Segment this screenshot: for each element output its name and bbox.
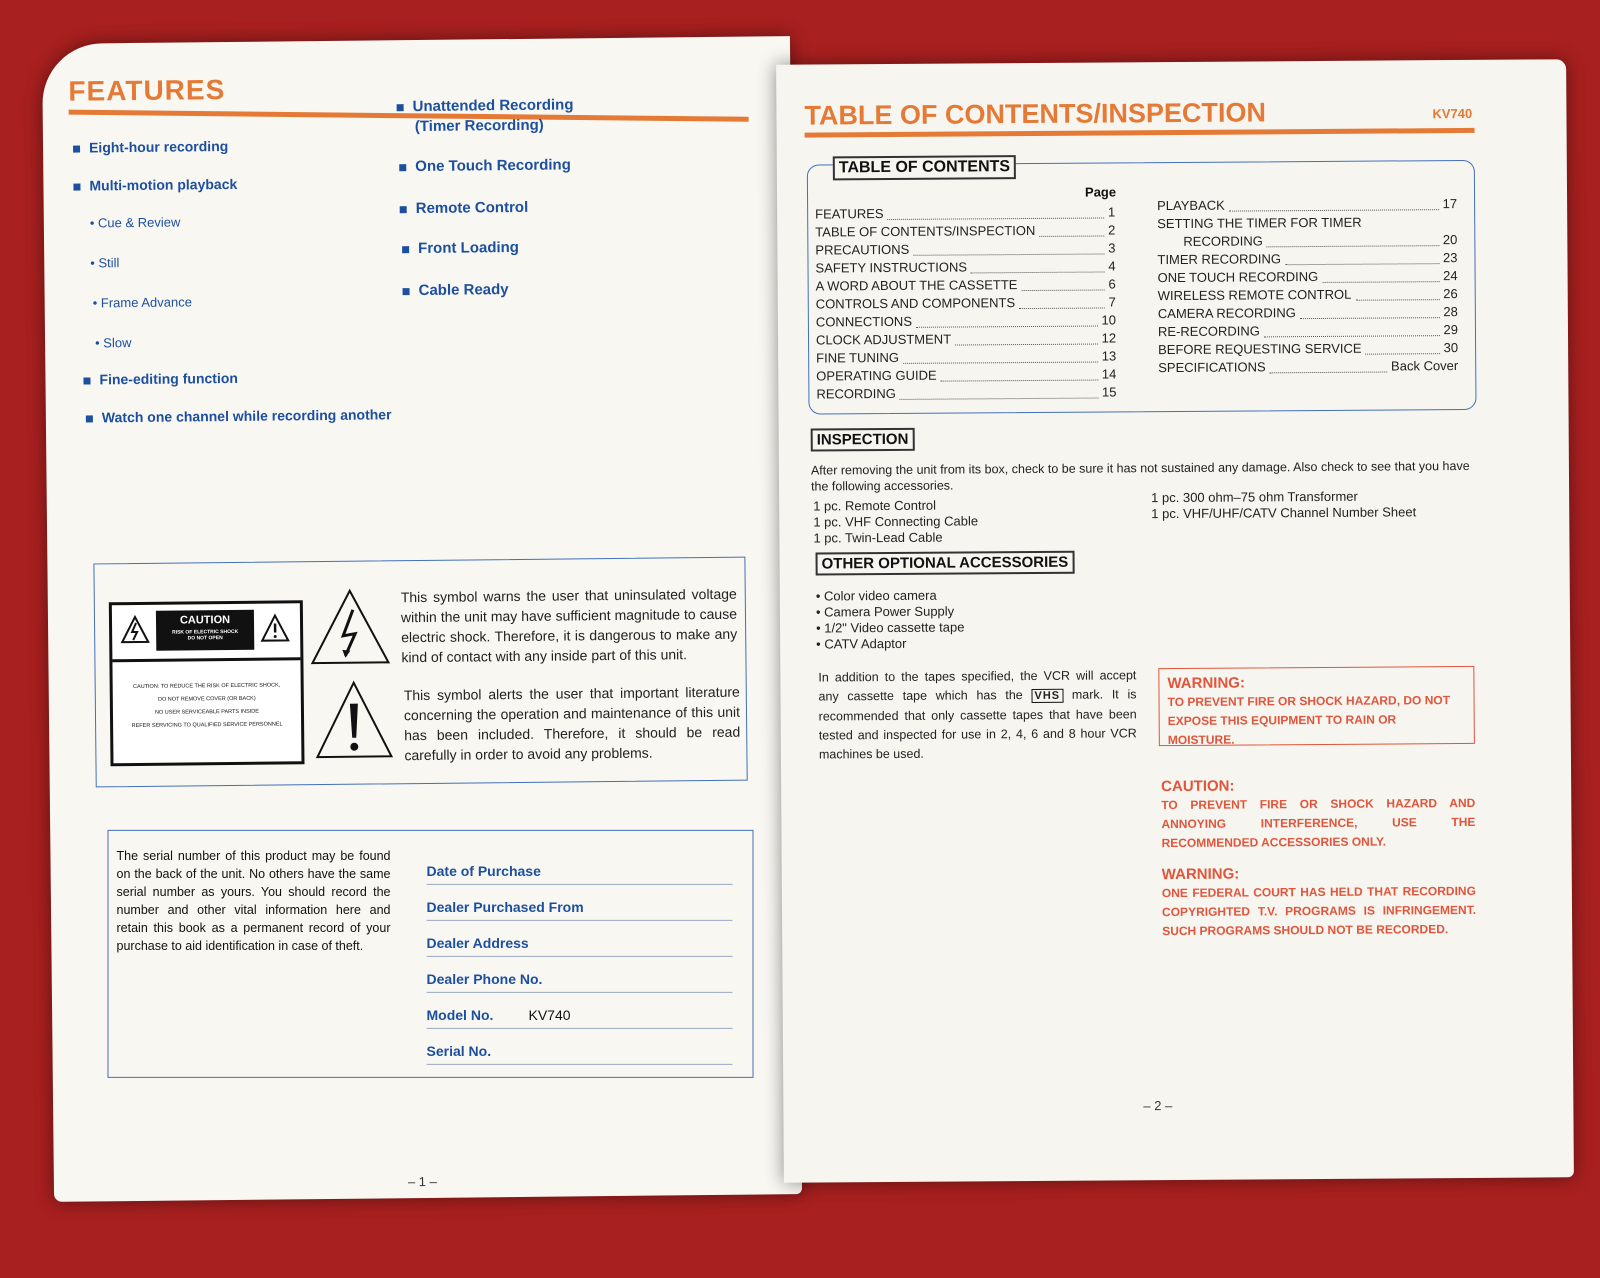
model-number-line <box>427 1027 733 1029</box>
toc-entry-page: 13 <box>1101 348 1117 364</box>
warning-copyright-text: ONE FEDERAL COURT HAS HELD THAT RECORDING COPYRIGHTED T.V. PROGRAMS IS INFRINGEMENT. SUCH PROGRAMS SHOULD NOT BE RECORDED. <box>1161 883 1477 939</box>
toc-entry-page: 20 <box>1442 232 1458 248</box>
toc-entry-page: 17 <box>1442 196 1458 212</box>
feature-item: Front Loading <box>402 239 519 257</box>
vhs-logo: VHS <box>1031 689 1063 703</box>
square-bullet-icon <box>400 206 407 213</box>
serial-number-label: Serial No. <box>426 1042 492 1059</box>
page-number: – 1 – <box>407 1173 437 1190</box>
toc-entry-title: A WORD ABOUT THE CASSETTE <box>815 277 1018 294</box>
toc-entry-page: 6 <box>1108 276 1116 292</box>
feature-item: Remote Control <box>400 199 529 217</box>
toc-entry-title: SETTING THE TIMER FOR TIMER <box>1157 214 1362 232</box>
toc-entry <box>816 294 1116 314</box>
toc-entry-title: OPERATING GUIDE <box>816 367 937 384</box>
accessory-item: 1 pc. Twin-Lead Cable <box>813 529 943 546</box>
accessories-list-left <box>813 497 978 546</box>
feature-item: Cable Ready <box>402 281 508 299</box>
left-page <box>42 36 802 1202</box>
toc-leader-dots <box>1355 286 1439 301</box>
caution-accessories-text: TO PREVENT FIRE OR SHOCK HAZARD AND ANNOYING INTERFERENCE, USE THE RECOMMENDED ACCESSORIES ONLY. <box>1161 795 1476 851</box>
toc-entry-title: ONE TOUCH RECORDING <box>1157 268 1319 286</box>
toc-entry-page: 4 <box>1108 258 1116 274</box>
caution-label-line: DO NOT REMOVE COVER (OR BACK) <box>157 695 256 703</box>
toc-heading: TABLE OF CONTENTS/INSPECTION <box>804 97 1267 131</box>
toc-entry <box>1158 304 1458 324</box>
toc-leader-dots <box>1366 340 1440 355</box>
toc-entry-title: TABLE OF CONTENTS/INSPECTION <box>815 222 1036 240</box>
optional-accessory-item: • CATV Adaptor <box>816 635 907 652</box>
date-of-purchase-line <box>427 883 733 885</box>
toc-leader-dots <box>1267 232 1439 247</box>
toc-page-header: Page <box>1084 184 1117 200</box>
caution-label-title: CAUTION <box>179 614 231 627</box>
lightning-warning-icon <box>120 615 150 645</box>
toc-entry <box>816 330 1116 350</box>
toc-entry-title: PLAYBACK <box>1157 197 1225 214</box>
toc-leader-dots <box>887 204 1103 220</box>
toc-entry <box>815 222 1115 242</box>
optional-accessory-item: • Camera Power Supply <box>815 603 955 620</box>
toc-entry <box>816 348 1116 368</box>
toc-entry <box>816 312 1116 332</box>
caution-accessories-title: CAUTION: <box>1161 777 1235 796</box>
warning-copyright-title: WARNING: <box>1161 865 1240 884</box>
toc-entry-title: SAFETY INSTRUCTIONS <box>815 259 968 276</box>
toc-right-column <box>1157 196 1458 378</box>
toc-entry <box>1158 286 1458 306</box>
toc-leader-dots <box>903 349 1098 364</box>
accessories-list-right <box>1151 488 1416 522</box>
toc-entry-page: 28 <box>1443 304 1458 320</box>
toc-entry <box>815 240 1115 260</box>
model-tag: KV740 <box>1432 105 1473 122</box>
toc-entry <box>1157 232 1457 252</box>
caution-label-sub2: DO NOT OPEN <box>187 635 223 642</box>
serial-number-note: The serial number of this product may be found on the back of the unit. No others have the same serial number as yours. You should record the number and other vital information here and retain this book as a permanent record of your purchase to aid identification in case of theft. <box>116 848 391 953</box>
sub-feature-item: • Slow <box>95 335 132 351</box>
sub-feature-item: • Cue & Review <box>89 214 181 231</box>
toc-entry-page: 12 <box>1101 330 1117 346</box>
toc-leader-dots <box>1300 304 1440 319</box>
vhs-compatibility-paragraph: In addition to the tapes specified, the VCR will accept any cassette tape which has the VHS mark. It is recommended that only cassette tapes that have been tested and inspected for use in 2, 4, 6 and 8 hour VCR machines be used. <box>818 668 1137 762</box>
toc-leader-dots <box>900 385 1098 400</box>
toc-leader-dots <box>971 258 1104 273</box>
page-number: – 2 – <box>1143 1098 1173 1114</box>
toc-entry-page: 23 <box>1442 250 1458 266</box>
toc-entry-title: PRECAUTIONS <box>815 241 910 258</box>
accessory-item: 1 pc. Remote Control <box>813 497 937 514</box>
accessory-item: 1 pc. VHF/UHF/CATV Channel Number Sheet <box>1151 504 1417 522</box>
square-bullet-icon <box>86 415 93 422</box>
warning-moisture-title: WARNING: <box>1167 674 1245 693</box>
dealer-phone-label: Dealer Phone No. <box>426 970 543 987</box>
toc-entry <box>1158 358 1458 378</box>
square-bullet-icon <box>397 104 404 111</box>
toc-entry <box>1158 322 1458 342</box>
toc-entry <box>815 258 1115 278</box>
toc-entry-page: 29 <box>1443 322 1459 338</box>
feature-item: Watch one channel while recording another <box>86 406 392 425</box>
toc-box-title: TABLE OF CONTENTS <box>833 155 1016 180</box>
caution-label-line: CAUTION: TO REDUCE THE RISK OF ELECTRIC SHOCK, <box>133 682 281 691</box>
toc-entry-title: RECORDING <box>1183 233 1263 249</box>
toc-entry-title: CONNECTIONS <box>815 313 913 330</box>
toc-leader-dots <box>1229 196 1439 211</box>
square-bullet-icon <box>73 183 80 190</box>
warning-moisture-box <box>1158 666 1475 746</box>
toc-entry <box>1157 196 1457 216</box>
square-bullet-icon <box>399 164 406 171</box>
optional-accessory-item: • 1/2" Video cassette tape <box>815 619 965 636</box>
toc-entry-page: 3 <box>1108 240 1116 256</box>
toc-entry-page: 24 <box>1443 268 1458 284</box>
toc-entry-page: 15 <box>1101 384 1117 400</box>
toc-entry-title: CLOCK ADJUSTMENT <box>815 331 952 348</box>
toc-entry-title: RECORDING <box>816 385 896 402</box>
accessory-item: 1 pc. VHF Connecting Cable <box>813 513 979 530</box>
toc-entry-title: FEATURES <box>815 206 884 222</box>
toc-leader-dots <box>1322 268 1439 283</box>
toc-entry <box>1158 340 1458 360</box>
toc-leader-dots <box>916 313 1098 328</box>
feature-item: Multi-motion playback <box>73 176 237 194</box>
dealer-address-line <box>427 955 733 957</box>
toc-leader-dots <box>913 240 1104 255</box>
square-bullet-icon <box>83 377 90 384</box>
caution-label <box>109 600 305 766</box>
toc-entry-title: RE-RECORDING <box>1157 323 1260 340</box>
toc-leader-dots <box>1264 322 1440 337</box>
toc-leader-dots <box>1270 359 1388 374</box>
dealer-phone-line <box>427 991 733 993</box>
lightning-symbol-explanation: This symbol warns the user that uninsulated voltage within the unit may have sufficient magnitude to cause electric shock. Therefore, it is dangerous to make any kind of contact with any inside part of this unit. <box>400 585 738 666</box>
toc-entry <box>816 276 1116 296</box>
toc-entry-page: 7 <box>1108 294 1116 310</box>
toc-entry-title: SPECIFICATIONS <box>1158 359 1266 376</box>
optional-accessories-title: OTHER OPTIONAL ACCESSORIES <box>816 551 1075 576</box>
optional-accessory-item: • Color video camera <box>815 587 937 604</box>
caution-label-line: REFER SERVICING TO QUALIFIED SERVICE PERSONNEL <box>131 721 283 730</box>
sub-feature-item: • Frame Advance <box>92 294 192 311</box>
model-number-value: KV740 <box>528 1006 571 1023</box>
sub-feature-item: • Still <box>90 255 120 271</box>
feature-item-continuation: (Timer Recording) <box>414 116 544 136</box>
purchase-record-box <box>108 830 754 1078</box>
square-bullet-icon <box>402 246 409 253</box>
toc-entry-page: 10 <box>1101 312 1116 328</box>
caution-symbols-box <box>93 557 747 788</box>
toc-entry-page: 14 <box>1101 366 1117 382</box>
toc-entry <box>816 366 1116 386</box>
feature-item: One Touch Recording <box>399 156 571 175</box>
feature-item: Eight-hour recording <box>73 138 228 156</box>
toc-leader-dots <box>1021 276 1104 291</box>
features-heading: FEATURES <box>68 74 226 107</box>
date-of-purchase-label: Date of Purchase <box>426 862 541 879</box>
toc-leader-dots <box>1285 250 1439 265</box>
dealer-purchased-from-line <box>427 919 733 921</box>
toc-entry-title: FINE TUNING <box>816 349 900 366</box>
toc-entry <box>1157 214 1457 234</box>
toc-entry-title: CAMERA RECORDING <box>1157 305 1296 322</box>
feature-item: Fine-editing function <box>83 370 238 388</box>
toc-entry <box>1157 250 1457 270</box>
toc-entry <box>815 204 1115 224</box>
toc-entry-page: Back Cover <box>1390 358 1459 374</box>
exclamation-triangle-icon <box>314 679 395 760</box>
dealer-purchased-from-label: Dealer Purchased From <box>426 898 584 915</box>
inspection-title: INSPECTION <box>811 428 915 452</box>
toc-entry-page: 26 <box>1443 286 1458 302</box>
toc-left-column <box>815 204 1116 404</box>
toc-leader-dots <box>1039 222 1104 236</box>
feature-item: Unattended Recording <box>397 96 574 115</box>
exclamation-warning-icon <box>260 613 290 643</box>
square-bullet-icon <box>73 145 80 152</box>
toc-leader-dots <box>955 331 1098 346</box>
serial-number-line <box>427 1063 733 1065</box>
caution-label-line: NO USER SERVICEABLE PARTS INSIDE <box>154 708 259 716</box>
toc-leader-dots <box>1019 294 1105 309</box>
right-page <box>776 59 1574 1182</box>
toc-entry-page: 30 <box>1443 340 1459 356</box>
warning-moisture-text: TO PREVENT FIRE OR SHOCK HAZARD, DO NOT EXPOSE THIS EQUIPMENT TO RAIN OR MOISTURE. <box>1167 693 1451 748</box>
toc-entry-page: 2 <box>1107 222 1116 238</box>
square-bullet-icon <box>403 288 410 295</box>
dealer-address-label: Dealer Address <box>426 934 529 951</box>
toc-entry-page: 1 <box>1107 204 1116 220</box>
toc-entry-title: CONTROLS AND COMPONENTS <box>815 295 1016 312</box>
toc-entry-title: TIMER RECORDING <box>1157 251 1282 268</box>
optional-accessories-list <box>816 587 965 652</box>
toc-entry <box>1158 268 1458 288</box>
toc-leader-dots <box>941 367 1098 382</box>
toc-entry-title: BEFORE REQUESTING SERVICE <box>1158 340 1362 358</box>
exclamation-symbol-explanation: This symbol alerts the user that important literature concerning the operation and maintenance of this unit has been included. Therefore, it should be read carefully in order to avoid any problems. <box>403 683 741 764</box>
toc-entry <box>816 384 1116 404</box>
model-number-label: Model No. <box>426 1006 494 1023</box>
accessory-item: 1 pc. 300 ohm–75 ohm Transformer <box>1151 488 1358 506</box>
toc-entry-title: WIRELESS REMOTE CONTROL <box>1157 286 1352 304</box>
caution-label-sub1: RISK OF ELECTRIC SHOCK <box>172 628 239 636</box>
inspection-text: After removing the unit from its box, check to be sure it has not sustained any damage. Also check to see that you have the following accessories. <box>810 458 1470 494</box>
lightning-triangle-icon <box>309 587 392 666</box>
